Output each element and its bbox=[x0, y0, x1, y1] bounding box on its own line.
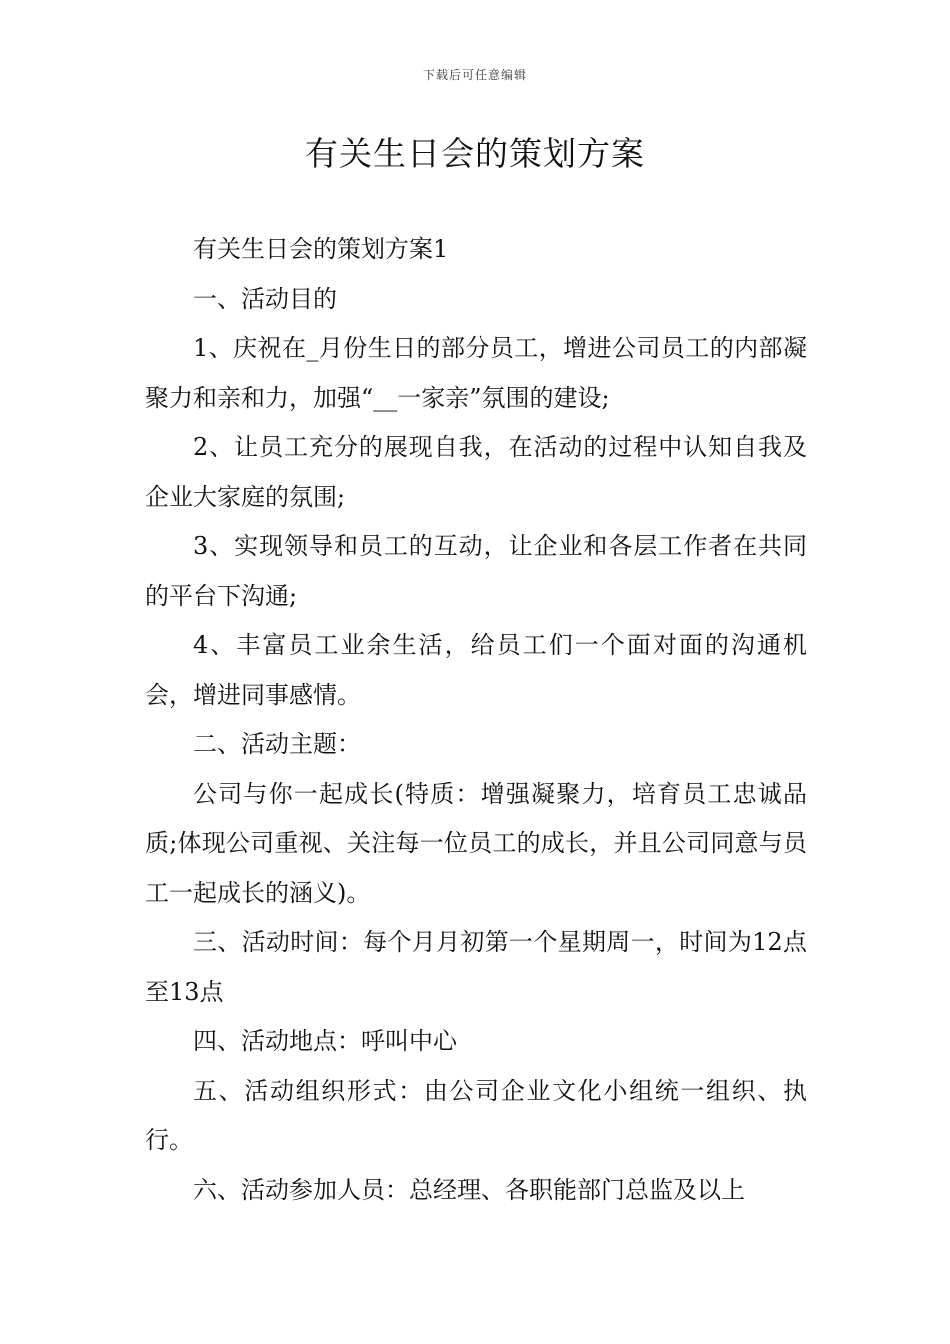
paragraph-purpose-4: 4、丰富员工业余生活，给员工们一个面对面的沟通机会，增进同事感情。 bbox=[145, 631, 807, 709]
header-note: 下载后可任意编辑 bbox=[422, 68, 527, 82]
paragraph-heading-purpose: 一、活动目的 bbox=[193, 284, 337, 313]
document-body bbox=[145, 225, 807, 1215]
paragraph-section-title: 有关生日会的策划方案1 bbox=[193, 235, 449, 263]
paragraph-heading-theme: 二、活动主题： bbox=[193, 730, 361, 758]
paragraph-organization: 五、活动组织形式：由公司企业文化小组统一组织、执行。 bbox=[145, 1076, 807, 1154]
paragraph-time: 三、活动时间：每个月月初第一个星期周一，时间为12点至13点 bbox=[145, 928, 807, 1006]
paragraph-location: 四、活动地点：呼叫中心 bbox=[193, 1027, 457, 1055]
paragraph-purpose-3: 3、实现领导和员工的互动，让企业和各层工作者在共同的平台下沟通; bbox=[145, 532, 807, 610]
paragraph-purpose-2: 2、让员工充分的展现自我，在活动的过程中认知自我及企业大家庭的氛围; bbox=[145, 433, 807, 511]
paragraph-theme: 公司与你一起成长(特质：增强凝聚力，培育员工忠诚品质;体现公司重视、关注每一位员工的成长，并且公司同意与员工一起成长的涵义)。 bbox=[145, 779, 807, 907]
document-title: 有关生日会的策划方案 bbox=[305, 134, 645, 173]
paragraph-participants: 六、活动参加人员：总经理、各职能部门总监及以上 bbox=[193, 1175, 745, 1204]
paragraph-purpose-1: 1、庆祝在_月份生日的部分员工，增进公司员工的内部凝聚力和亲和力，加强“__一家亲”氛围的建设; bbox=[145, 334, 807, 412]
